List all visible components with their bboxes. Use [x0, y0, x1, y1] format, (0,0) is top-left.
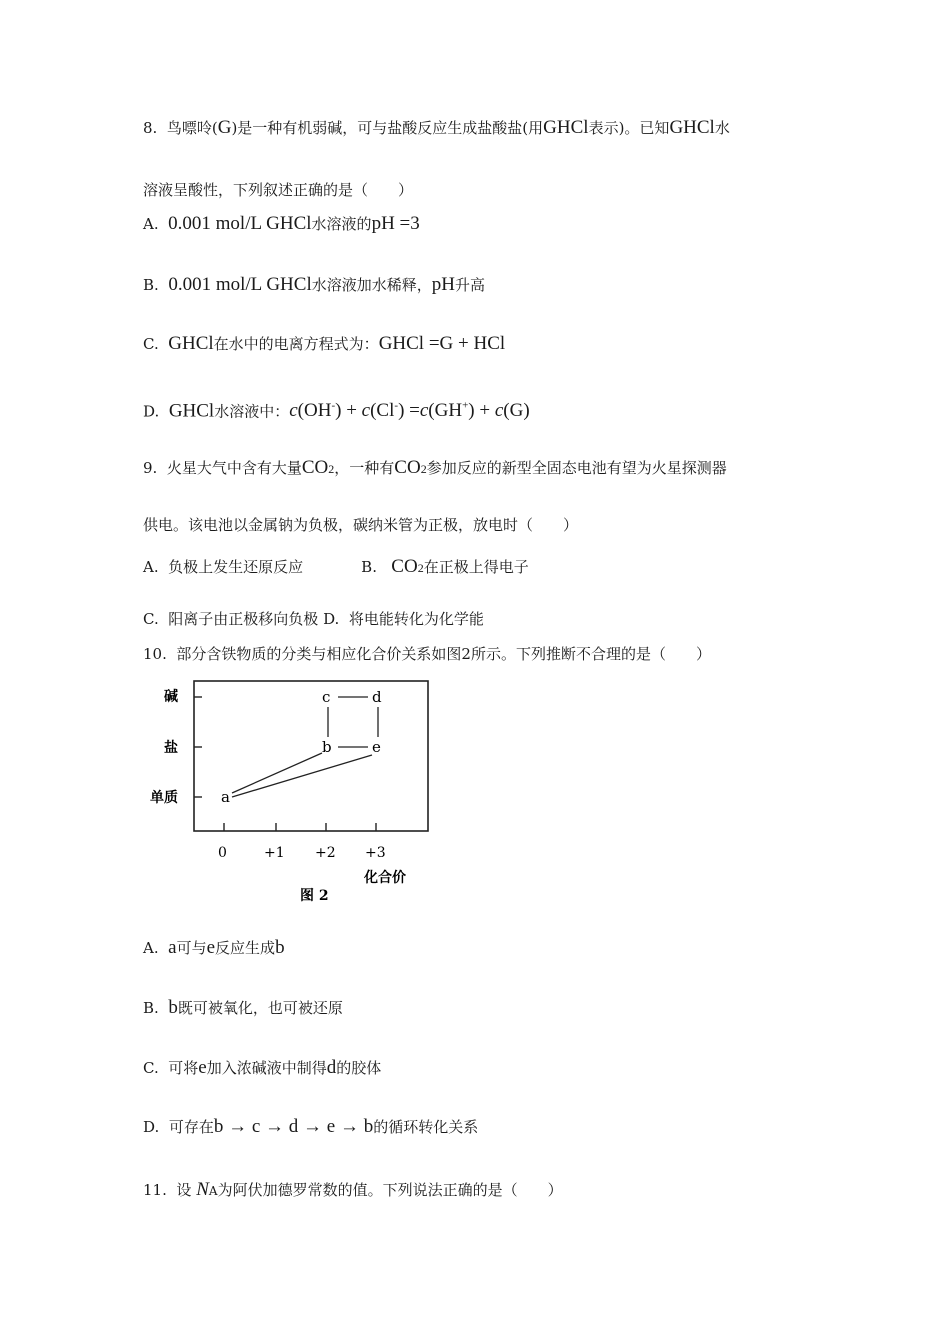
q8-option-d: D. GHCl水溶液中：c(OH-) + c(Cl-) =c(GH+) + c(G) [143, 400, 530, 422]
q8-stem-line2: 溶液呈酸性，下列叙述正确的是（ ） [143, 181, 414, 199]
q9-stem-line2: 供电。该电池以金属钠为负极，碳纳米管为正极，放电时（ ） [143, 516, 579, 534]
y-label-element: 单质 [150, 790, 178, 806]
point-e: e [372, 738, 381, 756]
point-c: c [322, 688, 331, 706]
q8-option-b: B. 0.001 mol/L GHCl水溶液加水稀释，pH升高 [143, 274, 485, 295]
x-tick-label: 0 [218, 845, 227, 861]
charge-balance-equation: c(OH-) + c(Cl-) =c(GH+) + c(G) [289, 400, 530, 422]
edge-a-b [232, 753, 322, 793]
diagram-frame [194, 681, 428, 831]
x-tick-label: +1 [264, 845, 285, 861]
q9-options-cd: C. 阳离子由正极移向负极 D. 将电能转化为化学能 [143, 610, 484, 628]
q10-stem: 10. 部分含铁物质的分类与相应化合价关系如图2所示。下列推断不合理的是（ ） [143, 645, 711, 663]
x-axis-label: 化合价 [364, 870, 406, 886]
point-b: b [322, 738, 332, 756]
x-tick-label: +3 [365, 845, 386, 861]
formula-co2: CO2 [391, 556, 424, 577]
iron-valence-diagram [150, 675, 450, 915]
q10-option-d: D. 可存在b → c → d → e → b的循环转化关系 [143, 1116, 479, 1137]
q8-option-a: A. 0.001 mol/L GHCl水溶液的pH =3 [143, 213, 420, 234]
q9-options-ab: A. 负极上发生还原反应 B. CO2在正极上得电子 [143, 556, 529, 577]
q10-number: 10. [143, 645, 167, 663]
q10-option-b: B. b既可被氧化，也可被还原 [143, 997, 343, 1018]
y-label-base: 碱 [164, 689, 178, 705]
formula-G: G [217, 117, 232, 138]
q8-stem-line1: 8. 鸟嘌呤(G)是一种有机弱碱，可与盐酸反应生成盐酸盐(用GHCl表示)。已知GHCl水 [143, 117, 730, 138]
q10-option-a: A. a可与e反应生成b [143, 937, 285, 958]
formula-co2: CO2 [394, 457, 427, 478]
symbol-NA: N [196, 1179, 209, 1200]
point-a: a [221, 788, 230, 806]
q10-option-c: C. 可将e加入浓碱液中制得d的胶体 [143, 1057, 382, 1078]
x-tick-label: +2 [315, 845, 336, 861]
q9-stem-line1: 9. 火星大气中含有大量CO2，一种有CO2参加反应的新型全固态电池有望为火星探测器 [143, 457, 727, 478]
figure-caption: 图 2 [300, 888, 329, 904]
point-d: d [372, 688, 382, 706]
q11-number: 11. [143, 1181, 167, 1199]
q8-option-c: C. GHCl在水中的电离方程式为：GHCl =G + HCl [143, 333, 506, 354]
q11-stem: 11. 设 NA为阿伏加德罗常数的值。下列说法正确的是（ ） [143, 1179, 563, 1200]
formula-GHCl: GHCl [543, 117, 589, 138]
formula-GHCl: GHCl [669, 117, 715, 138]
q8-number: 8. [143, 119, 158, 137]
q9-number: 9. [143, 459, 158, 477]
y-label-salt: 盐 [164, 740, 178, 756]
formula-co2: CO2 [301, 457, 335, 478]
